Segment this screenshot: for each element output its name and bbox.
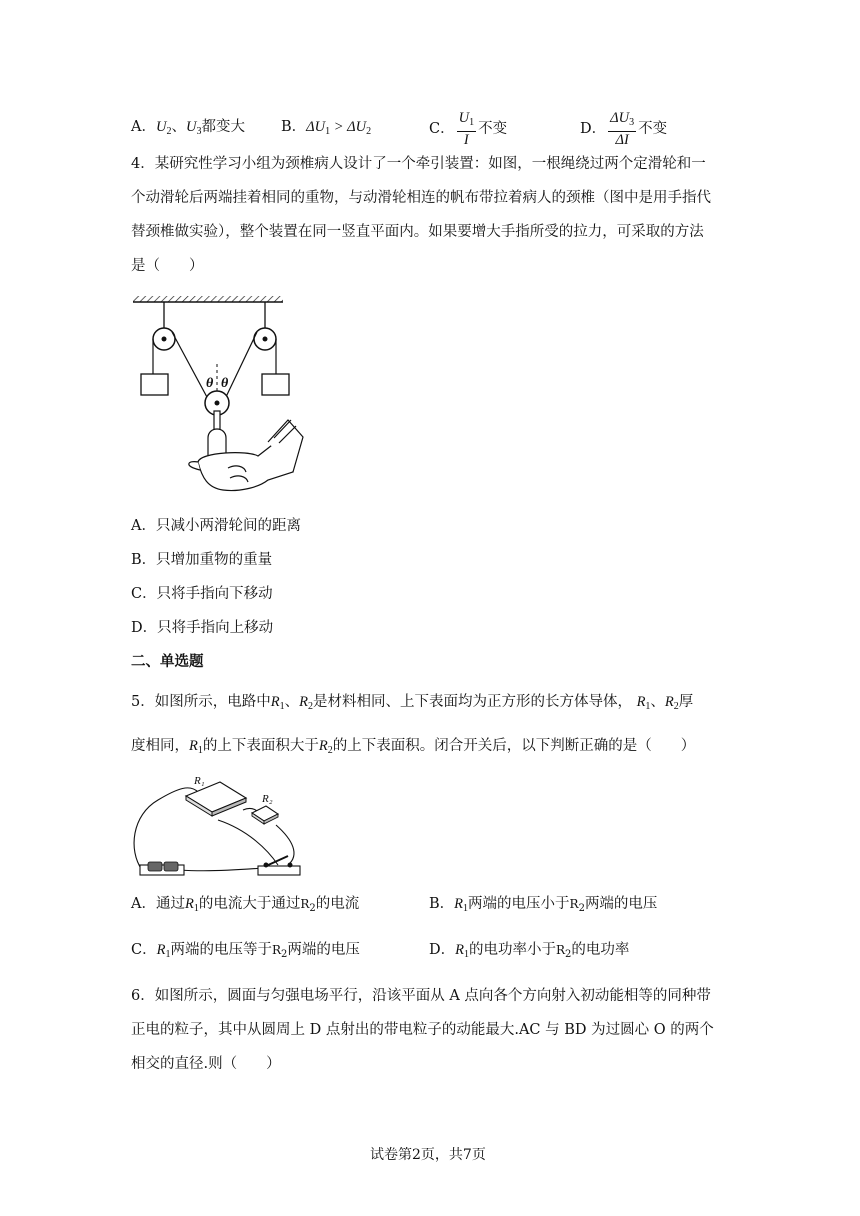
q5-option-a: A．通过$R_1$的电流大于通过$R_2$的电流 xyxy=(131,896,360,914)
r2-symbol: $R_2$ xyxy=(299,694,313,712)
fixed-pulley-left xyxy=(153,302,175,350)
battery xyxy=(140,862,184,875)
q6-stem-line-2: 正电的粒子，其中从圆周上 D 点射出的带电粒子的动能最大.AC 与 BD 为过圆心 O 的两个 xyxy=(131,1022,714,1038)
fixed-pulley-right xyxy=(254,302,276,350)
q6-stem-line-1: 6．如图所示，圆面与匀强电场平行，沿该平面从 A 点向各个方向射入初动能相等的同种带 xyxy=(131,988,711,1004)
q5-option-b: B．$R_1$两端的电压小于$R_2$两端的电压 xyxy=(429,896,658,914)
weight-left xyxy=(141,374,168,395)
switch xyxy=(258,856,300,875)
u1-over-i-fraction: $\frac{U_1}{I}$ xyxy=(458,110,475,148)
q4-stem-line-1: 4．某研究性学习小组为颈椎病人设计了一个牵引装置：如图，一根绳绕过两个定滑轮和一 xyxy=(131,156,706,172)
hand-finger xyxy=(189,420,303,491)
q4-stem-line-3: 替颈椎做实验），整个装置在同一竖直平面内。如果要增大手指所受的拉力，可采取的方法 xyxy=(131,224,704,240)
weight-right xyxy=(262,374,289,395)
q3-option-d: D． $\frac{\Delta U_3}{\Delta I}$ 不变 xyxy=(580,110,668,148)
conductor-r1 xyxy=(186,782,246,816)
ceiling xyxy=(133,296,283,302)
theta-label-right: θ xyxy=(221,376,229,391)
pulley-traction-figure xyxy=(128,292,308,502)
theta-label-left: θ xyxy=(206,376,214,391)
q4-stem-line-2: 个动滑轮后两端挂着相同的重物，与动滑轮相连的帆布带拉着病人的颈椎（图中是用手指代 xyxy=(131,190,711,206)
u2-symbol: $U_2$ xyxy=(155,119,172,137)
q5-option-c: C．$R_1$两端的电压等于$R_2$两端的电压 xyxy=(131,942,360,960)
q5-stem-line-1: 5．如图所示，电路中$R_1$、$R_2$是材料相同、上下表面均为正方形的长方体导体， $R_1$、$R_2$厚 xyxy=(131,694,694,712)
circuit-figure xyxy=(128,770,313,880)
u3-symbol: $U_3$ xyxy=(185,119,202,137)
q4-option-c: C．只将手指向下移动 xyxy=(131,586,273,602)
r2-figure-label: R₂ xyxy=(262,793,273,805)
q3-option-a: A．$U_2$、$U_3$都变大 xyxy=(131,119,245,137)
section-title-single-choice: 二、单选题 xyxy=(131,653,204,670)
q6-stem-line-3: 相交的直径.则（ ） xyxy=(131,1056,281,1072)
delta-u1-gt-delta-u2: $\Delta U_1 > \Delta U_2$ xyxy=(306,119,372,137)
r1-figure-label: R₁ xyxy=(194,775,205,787)
r1-symbol: $R_1$ xyxy=(270,694,285,712)
q5-stem-line-2: 度相同，$R_1$的上下表面积大于$R_2$的上下表面积。闭合开关后，以下判断正确的是（ ） xyxy=(131,738,696,756)
q4-option-a: A．只减小两滑轮间的距离 xyxy=(131,518,301,534)
q3-options-row xyxy=(131,110,731,148)
q3-option-c: C． $\frac{U_1}{I}$ 不变 xyxy=(429,110,508,148)
q4-stem-line-4: 是（ ） xyxy=(131,258,204,274)
q4-option-b: B．只增加重物的重量 xyxy=(131,552,273,568)
delta-u3-over-delta-i-fraction: $\frac{\Delta U_3}{\Delta I}$ xyxy=(610,110,635,148)
conductor-r2 xyxy=(252,806,278,824)
q5-option-d: D．$R_1$的电功率小于$R_2$的电功率 xyxy=(429,942,630,960)
q4-option-d: D．只将手指向上移动 xyxy=(131,620,274,636)
page-footer: 试卷第2页，共7页 xyxy=(370,1147,486,1163)
q3-option-b: B．$\Delta U_1 > \Delta U_2$ xyxy=(281,119,372,137)
